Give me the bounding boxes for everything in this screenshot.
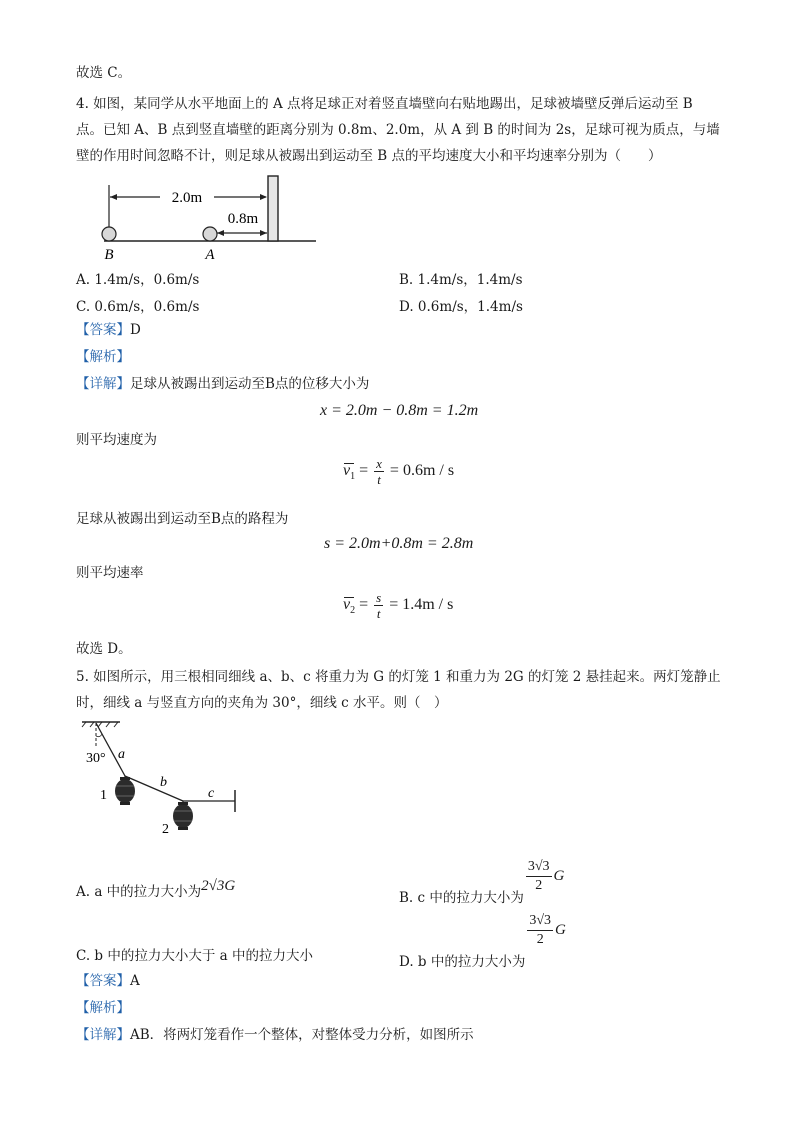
q4-text-path: 足球从被踢出到运动至B点的路程为 xyxy=(76,511,289,527)
ball-b xyxy=(102,227,116,241)
fraction: $\frac{x}{t}$ xyxy=(376,456,382,487)
v2-symbol: $v_2$ xyxy=(343,596,356,617)
q5-option-b: B. c 中的拉力大小为 $\frac{3√3}{2}$ G xyxy=(399,859,565,906)
answer-tag: 【答案】 xyxy=(76,322,130,338)
q4-eq-avg-velocity: $v_1$ = $\frac{x}{t}$ = 0.6m / s xyxy=(343,456,455,487)
fraction: $\frac{s}{t}$ xyxy=(376,590,382,621)
q4-eq-path: s = 2.0m+0.8m = 2.8m xyxy=(324,535,474,552)
lantern-2-label: 2 xyxy=(162,822,169,837)
q4-eq-avg-speed: $v_2$ = $\frac{s}{t}$ = 1.4m / s xyxy=(343,590,454,621)
ball-a xyxy=(203,227,217,241)
q4-eq-displacement: x = 2.0m − 0.8m = 1.2m xyxy=(320,402,479,419)
lantern-1-label: 1 xyxy=(100,788,107,803)
angle-label: 30° xyxy=(86,751,106,766)
q4-figure xyxy=(100,170,322,262)
answer-tag: 【答案】 xyxy=(76,973,130,989)
q4-stem-line-1: 4. 如图，某同学从水平地面上的 A 点将足球正对着竖直墙壁向右贴地踢出，足球被墙壁反弹后运动至 B xyxy=(76,96,693,112)
q4-stem-line-2: 点。已知 A、B 点到竖直墙壁的距离分别为 0.8m、2.0m，从 A 到 B 的时间为 2s，足球可视为质点，与墙 xyxy=(76,122,720,138)
q4-text-avg-speed: 则平均速率 xyxy=(76,565,144,581)
q5-answer xyxy=(76,972,140,990)
q5-detail-line-1 xyxy=(76,1026,474,1044)
lantern-1 xyxy=(115,779,135,803)
q5-option-d: D. b 中的拉力大小为 $\frac{3√3}{2}$ G xyxy=(399,913,566,970)
detail-text: 足球从被踢出到运动至B点的位移大小为 xyxy=(130,376,370,392)
label-c: c xyxy=(208,786,215,801)
q4-option-c: C. 0.6m/s，0.6m/s xyxy=(76,299,200,315)
q5-stem-line-2: 时，细线 a 与竖直方向的夹角为 30°，细线 c 水平。则（ ） xyxy=(76,695,448,711)
q4-option-d: D. 0.6m/s，1.4m/s xyxy=(399,299,523,315)
answer-value: D xyxy=(130,322,141,338)
q5-option-c: C. b 中的拉力大小大于 a 中的拉力大小 xyxy=(76,948,313,964)
dist-long-label: 2.0m xyxy=(171,190,203,206)
q3-conclusion: 故选 C。 xyxy=(76,65,132,81)
q4-detail-line-1 xyxy=(76,375,369,393)
label-a: a xyxy=(118,747,125,762)
lantern-2 xyxy=(173,804,193,828)
q5-figure xyxy=(80,718,250,838)
q4-answer xyxy=(76,321,141,339)
answer-value: A xyxy=(130,973,140,989)
q4-stem-line-3: 壁的作用时间忽略不计，则足球从被踢出到运动至 B 点的平均速度大小和平均速率分别为（ ） xyxy=(76,148,662,164)
label-b: B xyxy=(104,247,114,262)
q4-option-b: B. 1.4m/s，1.4m/s xyxy=(399,272,523,288)
detail-tag: 【详解】 xyxy=(76,376,130,392)
q4-conclusion: 故选 D。 xyxy=(76,641,132,657)
v1-symbol: $v_1$ xyxy=(343,462,356,483)
q4-analysis-tag: 【解析】 xyxy=(76,349,130,365)
label-a: A xyxy=(205,247,215,262)
q5-stem-line-1: 5. 如图所示，用三根相同细线 a、b、c 将重力为 G 的灯笼 1 和重力为 2G 的灯笼 2 悬挂起来。两灯笼静止 xyxy=(76,669,721,685)
q5-analysis-tag: 【解析】 xyxy=(76,1000,130,1016)
detail-text: AB．将两灯笼看作一个整体，对整体受力分析，如图所示 xyxy=(130,1027,474,1043)
wall xyxy=(268,176,278,241)
q4-option-a: A. 1.4m/s，0.6m/s xyxy=(76,272,200,288)
dist-short-label: 0.8m xyxy=(227,211,259,227)
label-b: b xyxy=(160,775,167,790)
q5-option-a: A. a 中的拉力大小为2√3G xyxy=(76,878,236,900)
detail-tag: 【详解】 xyxy=(76,1027,130,1043)
q4-text-avg-velocity: 则平均速度为 xyxy=(76,432,157,448)
